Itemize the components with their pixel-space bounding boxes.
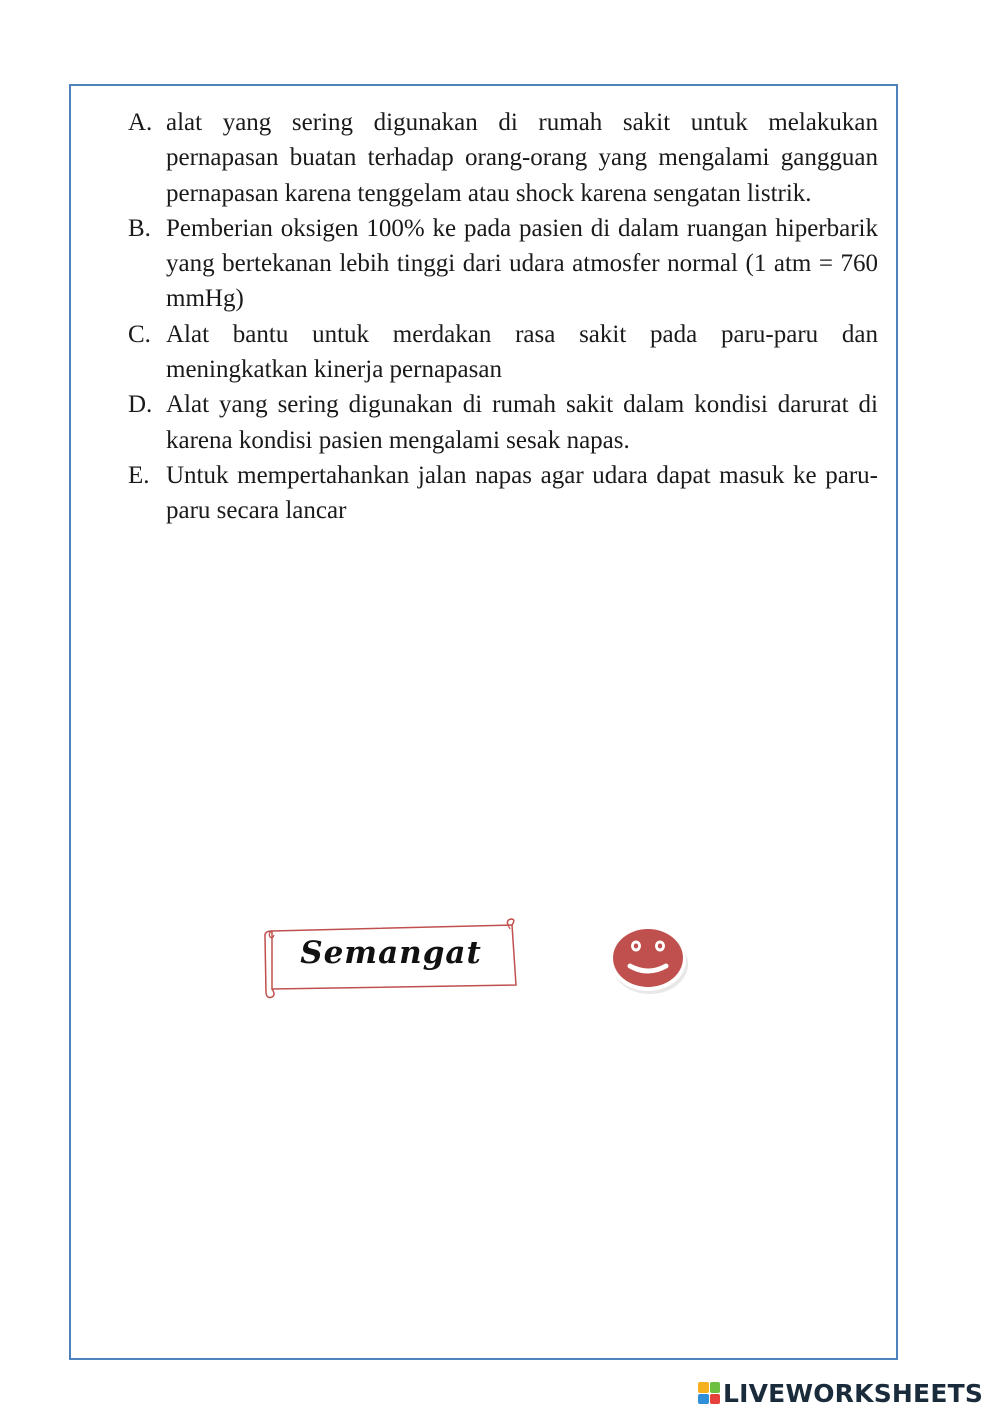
option-letter: C. bbox=[128, 320, 151, 348]
option-text: Untuk mempertahankan jalan napas agar udara dapat masuk ke paru-paru secara lancar bbox=[166, 461, 878, 525]
answer-options-list bbox=[128, 105, 878, 529]
option-b bbox=[128, 211, 878, 317]
semangat-banner bbox=[260, 915, 522, 1001]
option-letter: E. bbox=[128, 461, 150, 489]
option-d bbox=[128, 387, 878, 458]
liveworksheets-logo bbox=[698, 1378, 983, 1408]
banner-text: Semangat bbox=[300, 935, 482, 971]
option-text: Alat bantu untuk merdakan rasa sakit pada paru-paru dan meningkatkan kinerja pernapasan bbox=[166, 320, 878, 384]
liveworksheets-logo-icon bbox=[698, 1382, 720, 1404]
option-text: Alat yang sering digunakan di rumah sakit dalam kondisi darurat di karena kondisi pasien mengalami sesak napas. bbox=[166, 391, 878, 454]
option-letter: A. bbox=[128, 109, 153, 136]
option-text: alat yang sering digunakan di rumah sakit untuk melakukan pernapasan buatan terhadap orang-orang yang mengalami gangguan pernapasan karena tenggelam atau shock karena sengatan listrik. bbox=[166, 109, 878, 207]
option-e bbox=[128, 458, 878, 529]
smiley-face-icon bbox=[606, 922, 692, 996]
logo-text: LIVEWORKSHEETS bbox=[723, 1378, 984, 1408]
option-letter: B. bbox=[128, 214, 151, 242]
option-c bbox=[128, 317, 878, 388]
option-a bbox=[128, 105, 878, 211]
option-text: Pemberian oksigen 100% ke pada pasien di dalam ruangan hiperbarik yang bertekanan lebih tinggi dari udara atmosfer normal (1 atm = 760 mmHg) bbox=[166, 214, 878, 313]
option-letter: D. bbox=[128, 391, 153, 419]
